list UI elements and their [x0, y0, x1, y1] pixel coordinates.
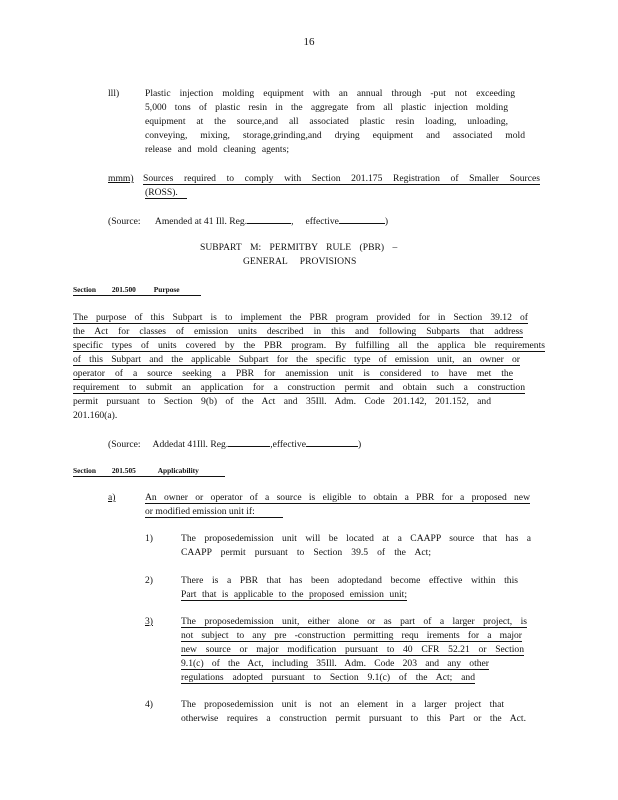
para-a-line-1: An owner or operator of a source is eligible to obtain a PBR for a proposed new — [145, 492, 530, 503]
section-505-title: Applicability — [157, 466, 199, 475]
section-500-title: Purpose — [153, 285, 180, 294]
source-effective-label: effective — [305, 216, 339, 227]
item-3-line-2: not subject to any pre -construction permitting requ irements for a major — [181, 630, 522, 641]
item-mmm-line-1: Sources required to comply with Section 201.175 Registration of Smaller Sources — [143, 173, 540, 184]
section-500-source-effective: ,effective — [270, 439, 306, 450]
section-500-line-2: the Act for classes of emission units described in this and following Subparts that address — [73, 326, 523, 337]
item-4-line-2: otherwise requires a construction permit pursuant to this Part or the Act. — [181, 713, 526, 724]
item-2-line-1: There is a PBR that has been adoptedand become effective within this — [181, 575, 518, 586]
section-500-source-note — [108, 436, 361, 453]
section-500-line-1: The purpose of this Subpart is to implement the PBR program provided for in Section 39.12 of — [73, 312, 528, 323]
page-number: 16 — [303, 36, 315, 48]
item-lll-label: lll) — [108, 88, 120, 99]
section-500-heading — [73, 285, 201, 296]
source-close: ) — [384, 216, 389, 227]
item-3-line-3: new source or major modification pursuant to 40 CFR 52.21 or Section — [181, 644, 524, 655]
source-amended-text: Amended at 41 Ill. Reg. — [154, 216, 248, 227]
section-500-source-added: Addedat 41Ill. Reg. — [152, 439, 229, 450]
section-500-line-3: specific types of units covered by the PBR program. By fulfilling all the applica ble requirements — [73, 340, 545, 351]
para-a-label: a) — [108, 492, 116, 503]
section-500-source-prefix: (Source: — [108, 439, 141, 450]
item-3-label: 3) — [145, 616, 153, 627]
item-mmm-label: mmm) — [108, 173, 134, 184]
item-lll-line-1: Plastic injection molding equipment with an annual through -put not exceeding — [145, 88, 515, 99]
subpart-title-line-2: GENERAL PROVISIONS — [243, 256, 357, 267]
item-mmm-line-2: (ROSS). — [145, 186, 187, 199]
source-prefix: (Source: — [108, 216, 141, 227]
source-note-amended — [108, 213, 388, 230]
item-lll-line-2: 5,000 tons of plastic resin in the aggregate from all plastic injection molding — [145, 102, 508, 113]
item-3-line-1: The proposedemission unit, either alone or as part of a larger project, is — [181, 616, 527, 627]
item-lll-line-4: conveying, mixing, storage,grinding,and drying equipment and associated mold — [145, 130, 525, 141]
item-1-line-1: The proposedemission unit will be located at a CAAPP source that has a — [181, 533, 531, 544]
subpart-title-line-1: SUBPART M: PERMITBY RULE (PBR) – — [200, 242, 398, 253]
item-3-line-5: regulations adopted pursuant to Section 9.1(c) of the Act; and — [181, 672, 475, 683]
item-2-line-2: Part that is applicable to the proposed emission unit; — [181, 589, 407, 600]
item-1-line-2: CAAPP permit pursuant to Section 39.5 of the Act; — [181, 547, 431, 558]
section-500-blank-date — [306, 436, 358, 447]
item-4-line-1: The proposedemission unit is not an element in a larger project that — [181, 699, 504, 710]
item-lll-line-5: release and mold cleaning agents; — [145, 144, 289, 155]
item-1-label: 1) — [145, 533, 153, 544]
section-500-line-6: requirement to submit an application for a construction permit and obtain such a construction — [73, 382, 525, 393]
item-3-line-4: 9.1(c) of the Act, including 35Ill. Adm. Code 203 and any other — [181, 658, 489, 669]
section-500-line-4: of this Subpart and the applicable Subpart for the specific type of emission unit, an owner or — [73, 354, 520, 365]
section-500-line-8: 201.160(a). — [73, 410, 118, 421]
section-500-blank-reg — [228, 436, 270, 447]
item-lll-line-3: equipment at the source,and all associated plastic resin loading, unloading, — [145, 116, 508, 127]
blank-effective-date — [339, 213, 385, 224]
section-500-number: Section 201.500 — [73, 285, 136, 294]
blank-reg-volume — [247, 213, 291, 224]
item-2-label: 2) — [145, 575, 153, 586]
source-comma: , — [291, 216, 294, 227]
section-500-source-close: ) — [357, 439, 362, 450]
section-500-line-5: operator of a source seeking a PBR for anemission unit is considered to have met the — [73, 368, 513, 379]
item-4-label: 4) — [145, 699, 153, 710]
section-505-number: Section 201.505 — [73, 466, 136, 475]
para-a-line-2: or modified emission unit if: — [145, 505, 283, 518]
section-500-line-7: permit pursuant to Section 9(b) of the Act and 35Ill. Adm. Code 201.142, 201.152, and — [73, 396, 491, 407]
section-505-heading — [73, 466, 225, 477]
